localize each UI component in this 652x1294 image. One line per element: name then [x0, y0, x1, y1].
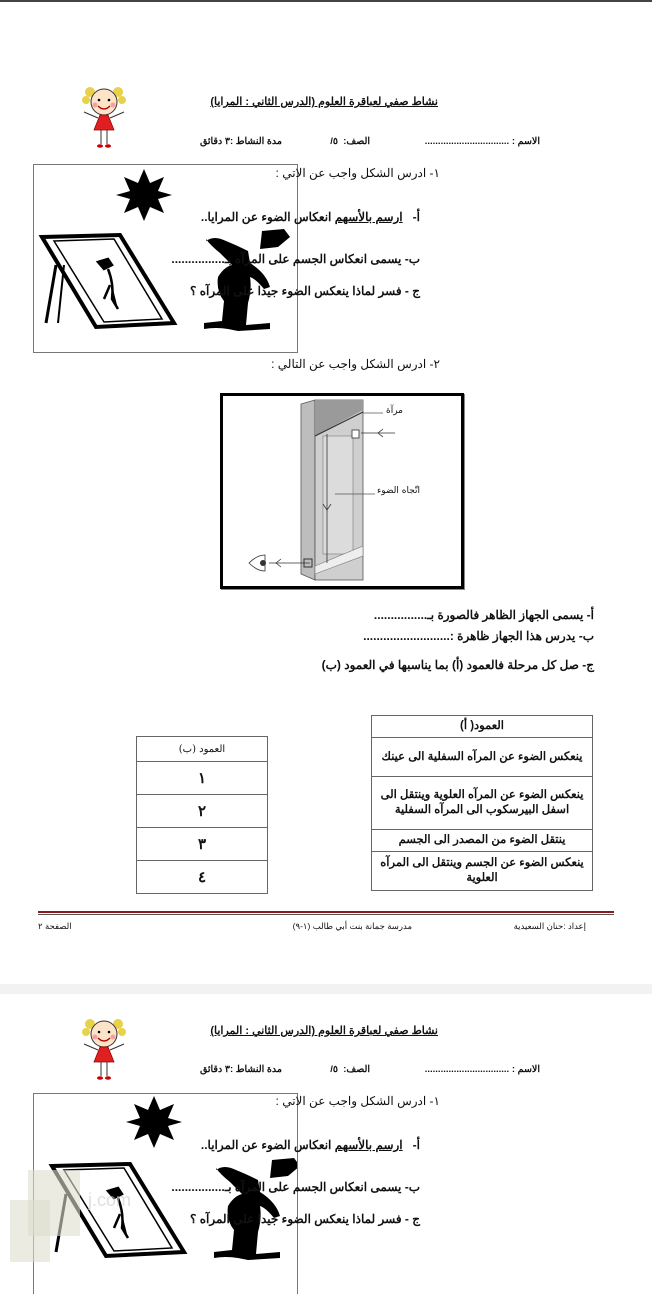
question-1c: ج - فسر لماذا ينعكس الضوء جيدا على المرآه ؟ [190, 1212, 420, 1226]
periscope-figure [220, 393, 464, 589]
man-silhouette-icon [204, 229, 290, 331]
question-1a [201, 1138, 420, 1152]
grade-label-text: الصف: [343, 136, 370, 147]
activity-duration: مدة النشاط :٣ دقائق [199, 136, 282, 147]
question-1a-prefix: أ- [412, 210, 420, 224]
man-silhouette-icon [214, 1158, 297, 1260]
question-2a: أ- يسمى الجهاز الظاهر فالصورة بـ................ [373, 608, 594, 622]
page-separator [0, 984, 652, 994]
question-2b: ب- يدرس هذا الجهاز ظاهرة :.......................... [363, 629, 594, 643]
name-label-text: الاسم : [511, 136, 540, 147]
sun-icon [116, 169, 172, 221]
sun-icon [126, 1096, 182, 1148]
footer-page-number: الصفحة ٢ [38, 921, 72, 931]
column-a-item: ينعكس الضوء عن الجسم وينتقل الى المرآه العلوية [372, 852, 593, 891]
footer-author: إعداد :حنان السعيدية [513, 921, 586, 931]
eye-icon [249, 555, 266, 571]
column-a-header: العمود( أ) [372, 716, 593, 738]
question-1a-prefix: أ- [412, 1138, 420, 1152]
grade-label [330, 1064, 370, 1075]
grade-value: ٥/ [330, 1064, 338, 1075]
worksheet-page-1 [0, 2, 652, 982]
question-1a-underlined: ارسم بالأسهم [334, 1138, 403, 1152]
question-1-heading: ١- ادرس الشكل واجب عن الاتي : [275, 166, 440, 180]
column-a-table [371, 715, 593, 891]
question-1a [201, 210, 420, 224]
question-2c: ج- صل كل مرحلة فالعمود (أ) بما يناسبها في العمود (ب) [321, 658, 594, 672]
girl-mascot-icon [78, 1016, 130, 1084]
question-1b: ب- يسمى انعكاس الجسم على المرآه بـ................ [171, 252, 420, 266]
column-a-item: ينعكس الضوء عن المرآه السفلية الى عينك [372, 738, 593, 777]
column-b-item: ٢ [137, 795, 268, 828]
question-1a-rest: انعكاس الضوء عن المرايا.. [200, 210, 332, 224]
grade-label [330, 136, 370, 147]
worksheet-title: نشاط صفي لعباقرة العلوم (الدرس الثاني : المرايا) [210, 96, 438, 108]
footer-rule [38, 911, 614, 915]
column-b-header: العمود (ب) [137, 737, 268, 762]
question-1b: ب- يسمى انعكاس الجسم على المرآه بـ................ [171, 1180, 420, 1194]
grade-label-text: الصف: [343, 1064, 370, 1075]
column-a-item: ينتقل الضوء من المصدر الى الجسم [372, 830, 593, 852]
question-1a-rest: انعكاس الضوء عن المرايا.. [200, 1138, 332, 1152]
worksheet-page-2 [0, 994, 652, 1280]
column-b-item: ٤ [137, 861, 268, 894]
footer-school: مدرسة جمانة بنت أبي طالب (١-٩) [292, 921, 412, 931]
mirror-drawing [42, 235, 174, 327]
grade-value: ٥/ [330, 136, 338, 147]
column-b-item: ١ [137, 762, 268, 795]
worksheet-title: نشاط صفي لعباقرة العلوم (الدرس الثاني : المرايا) [210, 1025, 438, 1037]
column-b-item: ٣ [137, 828, 268, 861]
watermark-text: j.com [88, 1190, 132, 1210]
column-a-item: ينعكس الضوء عن المرآه العلوية وينتقل الى اسفل البيرسكوب الى المرآه السفلية [372, 777, 593, 830]
column-b-table [136, 736, 268, 894]
watermark-logo-block [10, 1200, 50, 1262]
name-label-text: الاسم : [511, 1064, 540, 1075]
girl-mascot-icon [78, 84, 130, 152]
name-label [425, 1064, 540, 1075]
question-1-heading: ١- ادرس الشكل واجب عن الاتي : [275, 1094, 440, 1108]
diagram-label-mirror: مرآة [386, 406, 404, 416]
name-blank: ................................ [424, 136, 510, 147]
question-1c: ج - فسر لماذا ينعكس الضوء جيدا على المرآه ؟ [190, 284, 420, 298]
question-2-heading: ٢- ادرس الشكل واجب عن التالي : [271, 357, 440, 371]
activity-duration: مدة النشاط :٣ دقائق [199, 1064, 282, 1075]
name-label [425, 136, 540, 147]
name-blank: ................................ [424, 1064, 510, 1075]
diagram-label-light-direction: اتّجاه الضوء [377, 486, 421, 496]
question-1a-underlined: ارسم بالأسهم [334, 210, 403, 224]
